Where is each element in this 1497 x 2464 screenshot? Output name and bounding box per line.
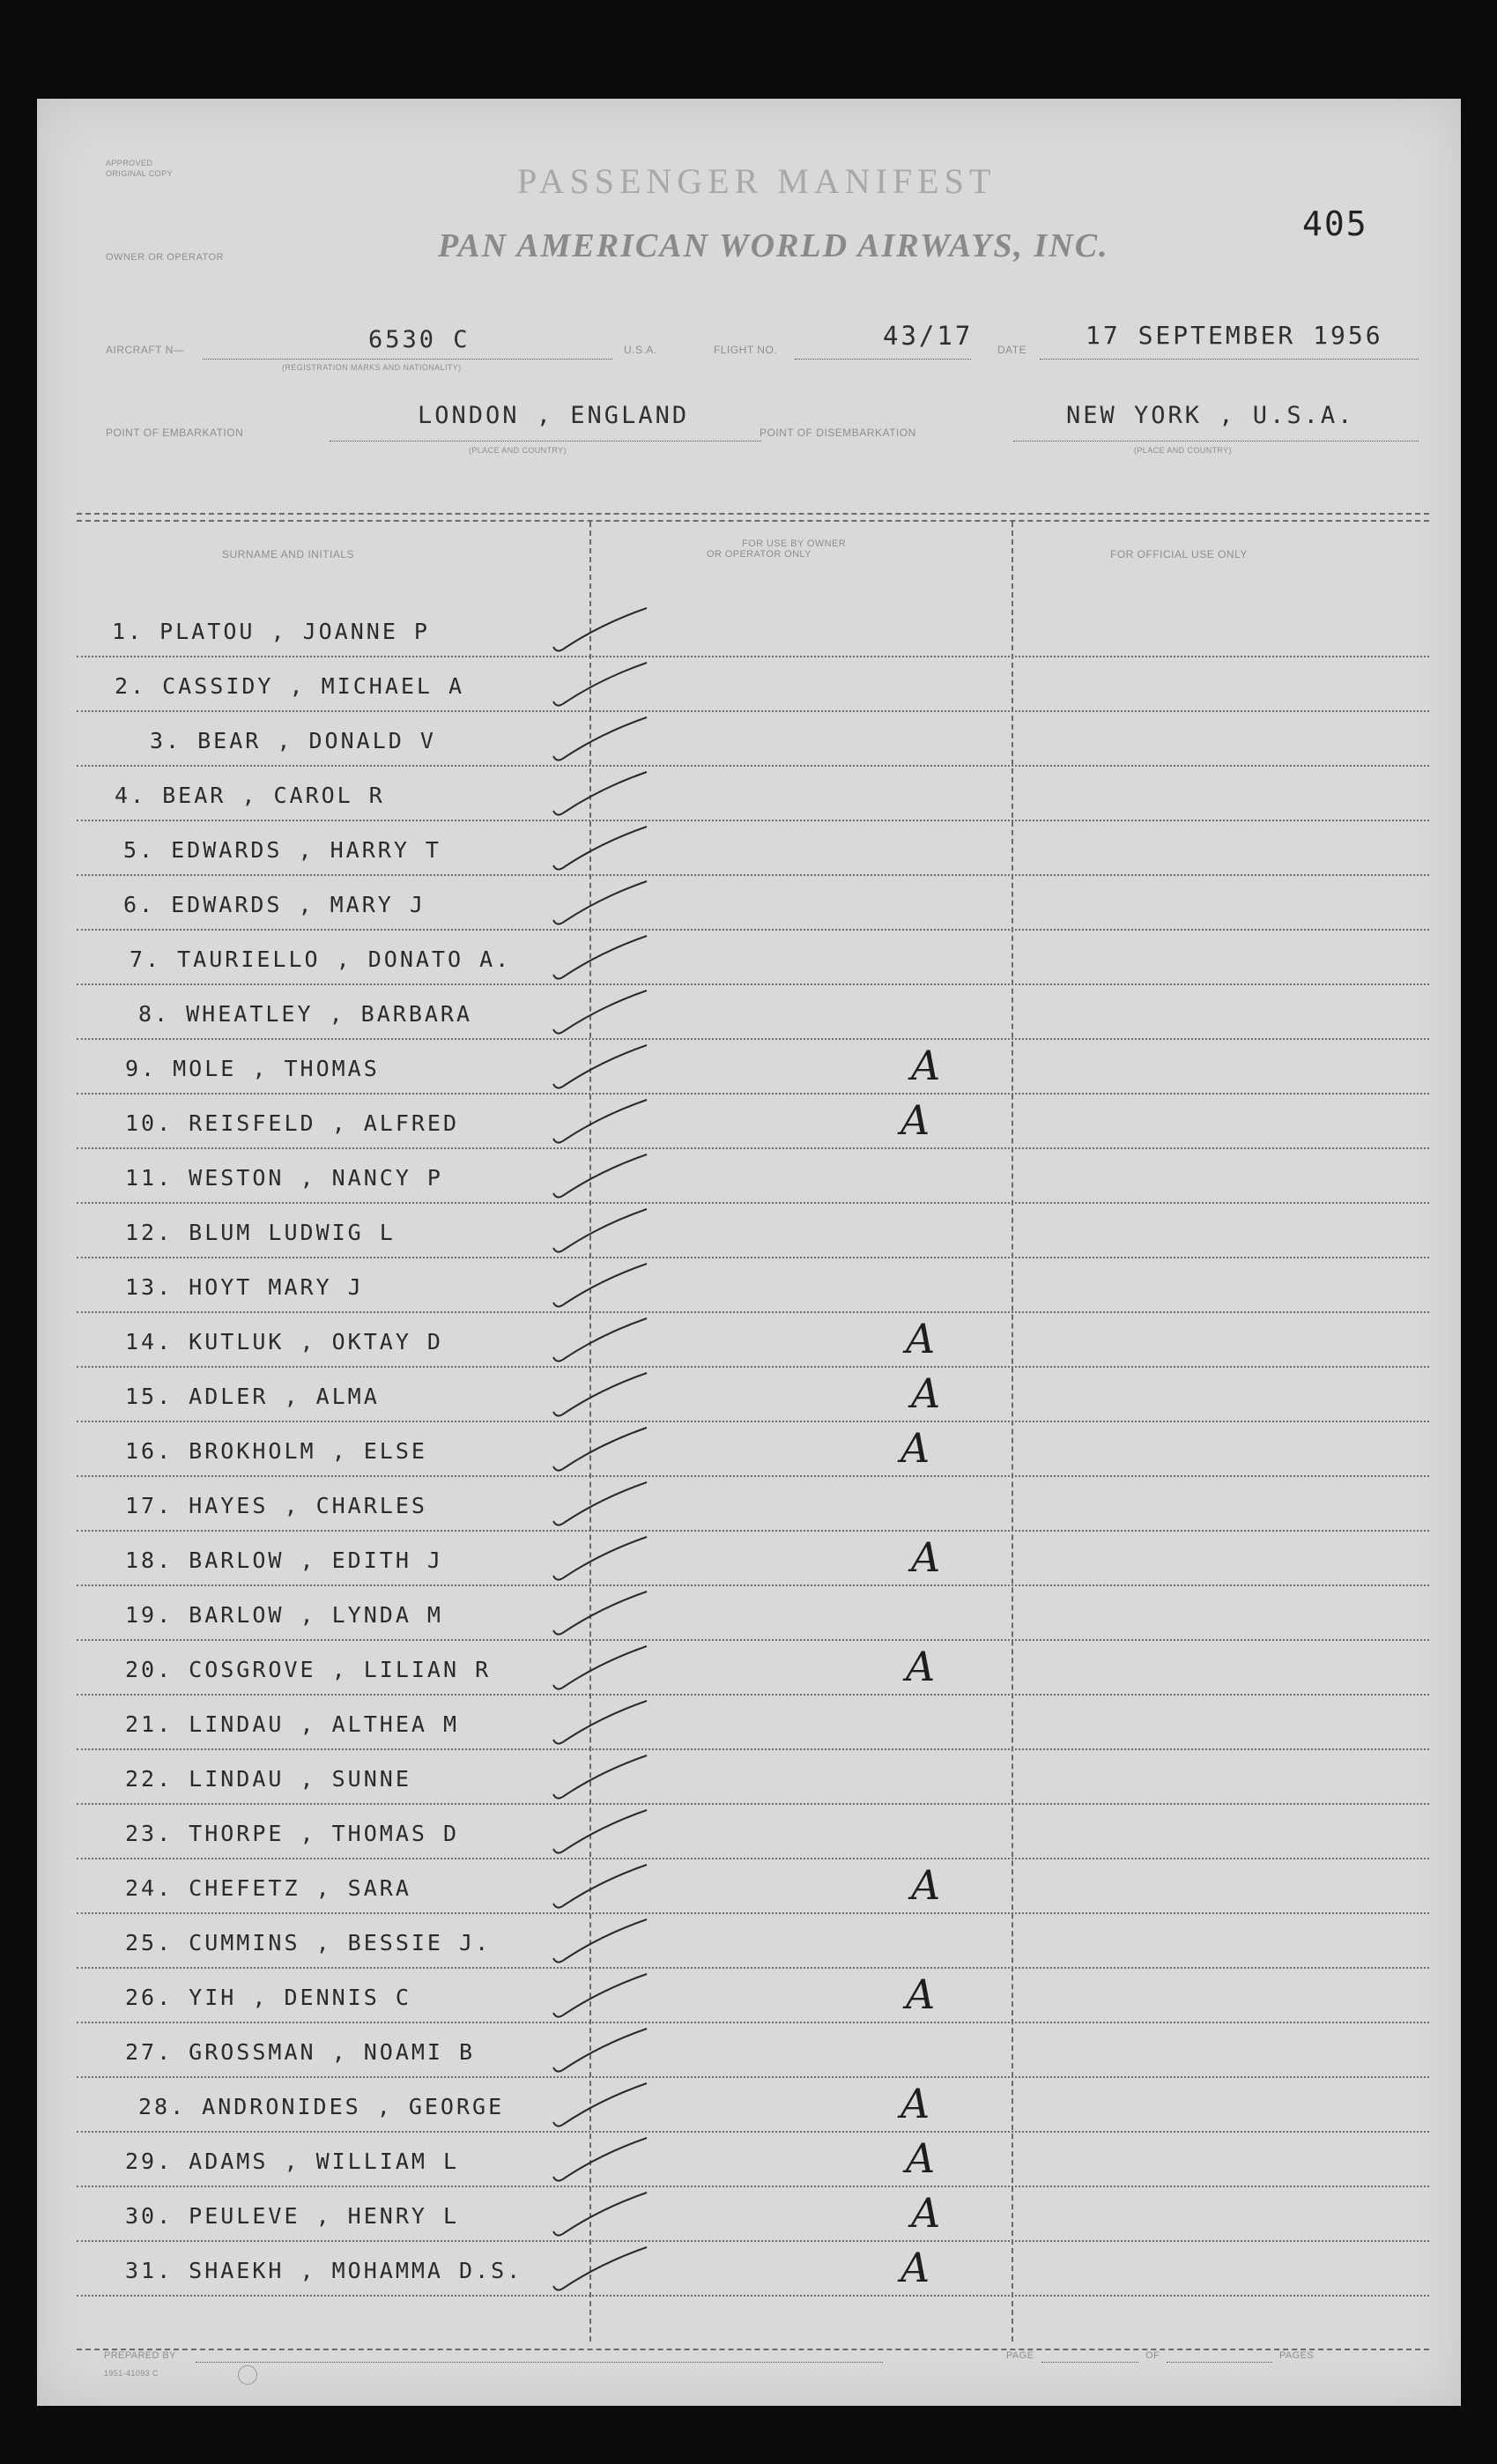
passenger-number: 15. bbox=[125, 1384, 174, 1409]
passenger-name: BEAR , CAROL R bbox=[162, 783, 385, 808]
passenger-name: MOLE , THOMAS bbox=[173, 1056, 380, 1081]
passenger-name: BROKHOLM , ELSE bbox=[189, 1438, 427, 1464]
passenger-row bbox=[115, 783, 385, 808]
passenger-number: 11. bbox=[125, 1165, 174, 1191]
flight-label: FLIGHT NO. bbox=[714, 344, 778, 356]
row-rule bbox=[77, 1147, 1429, 1149]
disembarkation-underline bbox=[1013, 441, 1419, 442]
passenger-number: 31. bbox=[125, 2258, 174, 2283]
passenger-number: 28. bbox=[138, 2094, 187, 2119]
check-mark-icon bbox=[548, 823, 654, 876]
passenger-name: COSGROVE , LILIAN R bbox=[189, 1657, 492, 1682]
row-rule bbox=[77, 2295, 1429, 2297]
passenger-row bbox=[125, 1056, 380, 1081]
embarkation-value: LONDON , ENGLAND bbox=[418, 402, 690, 429]
passenger-row bbox=[125, 1602, 443, 1628]
passenger-name: LINDAU , ALTHEA M bbox=[189, 1711, 460, 1737]
form-code: 1951-41093 C bbox=[104, 2369, 159, 2378]
alien-mark: A bbox=[900, 1424, 930, 1472]
passenger-row bbox=[115, 673, 464, 699]
row-rule bbox=[77, 874, 1429, 876]
passenger-number: 9. bbox=[125, 1056, 158, 1081]
passenger-name: ADAMS , WILLIAM L bbox=[189, 2149, 460, 2174]
passenger-number: 18. bbox=[125, 1547, 174, 1573]
embarkation-underline bbox=[330, 441, 761, 442]
passenger-number: 7. bbox=[130, 946, 162, 972]
row-rule bbox=[77, 765, 1429, 767]
passenger-row bbox=[125, 1110, 459, 1136]
passenger-name: CASSIDY , MICHAEL A bbox=[162, 673, 465, 699]
table-top-rule bbox=[77, 513, 1429, 515]
col-header-owner-2: OR OPERATOR ONLY bbox=[707, 549, 811, 560]
passenger-row bbox=[125, 1329, 443, 1354]
check-mark-icon bbox=[548, 1206, 654, 1258]
passenger-row bbox=[123, 892, 426, 917]
passenger-name: CHEFETZ , SARA bbox=[189, 1875, 411, 1901]
aircraft-caption: (REGISTRATION MARKS AND NATIONALITY) bbox=[282, 363, 462, 372]
passenger-row bbox=[125, 1711, 459, 1737]
page-underline bbox=[1041, 2362, 1138, 2363]
passenger-number: 14. bbox=[125, 1329, 174, 1354]
alien-mark: A bbox=[906, 2134, 936, 2182]
passenger-name: REISFELD , ALFRED bbox=[189, 1110, 460, 1136]
col-header-official: FOR OFFICIAL USE ONLY bbox=[1110, 548, 1248, 560]
passenger-name: TAURIELLO , DONATO A. bbox=[177, 946, 512, 972]
check-mark-icon bbox=[548, 1479, 654, 1532]
check-mark-icon bbox=[548, 1588, 654, 1641]
check-mark-icon bbox=[548, 2080, 654, 2133]
alien-mark: A bbox=[900, 2080, 930, 2127]
passenger-name: BARLOW , EDITH J bbox=[189, 1547, 443, 1573]
row-rule bbox=[77, 2076, 1429, 2078]
passenger-row bbox=[138, 1001, 472, 1027]
owner-label: OWNER OR OPERATOR bbox=[106, 252, 224, 263]
embarkation-label: POINT OF EMBARKATION bbox=[106, 427, 244, 439]
row-rule bbox=[77, 1858, 1429, 1859]
manifest-page bbox=[37, 99, 1461, 2406]
row-rule bbox=[77, 1202, 1429, 1204]
passenger-number: 2. bbox=[115, 673, 147, 699]
passenger-name: HOYT MARY J bbox=[189, 1274, 364, 1300]
table-top-rule-2 bbox=[77, 520, 1429, 522]
passenger-number: 22. bbox=[125, 1766, 174, 1792]
usa-label: U.S.A. bbox=[624, 344, 657, 356]
of-label: OF bbox=[1145, 2350, 1160, 2361]
pages-label: PAGES bbox=[1279, 2350, 1315, 2361]
alien-mark: A bbox=[911, 2189, 941, 2237]
row-rule bbox=[77, 1475, 1429, 1477]
prepared-by-underline bbox=[196, 2362, 883, 2363]
passenger-row bbox=[125, 1657, 491, 1682]
passenger-number: 26. bbox=[125, 1985, 174, 2010]
col-header-surname: SURNAME AND INITIALS bbox=[222, 548, 355, 560]
airline-name: PAN AMERICAN WORLD AIRWAYS, INC. bbox=[438, 227, 1109, 264]
flight-date: 17 SEPTEMBER 1956 bbox=[1086, 321, 1383, 350]
passenger-row bbox=[125, 2258, 522, 2283]
passenger-row bbox=[125, 2039, 475, 2065]
passenger-name: LINDAU , SUNNE bbox=[189, 1766, 411, 1792]
date-underline bbox=[1040, 359, 1419, 360]
alien-mark: A bbox=[911, 1533, 941, 1581]
passenger-number: 25. bbox=[125, 1930, 174, 1956]
row-rule bbox=[77, 929, 1429, 931]
passenger-number: 1. bbox=[112, 619, 145, 644]
row-rule bbox=[77, 983, 1429, 985]
passenger-row bbox=[125, 2149, 459, 2174]
passenger-row bbox=[125, 1547, 443, 1573]
passenger-name: EDWARDS , HARRY T bbox=[171, 837, 441, 863]
row-rule bbox=[77, 1803, 1429, 1805]
check-mark-icon bbox=[548, 878, 654, 931]
passenger-row bbox=[138, 2094, 504, 2119]
table-bottom-rule bbox=[77, 2349, 1429, 2350]
passenger-number: 12. bbox=[125, 1220, 174, 1245]
check-mark-icon bbox=[548, 1369, 654, 1422]
row-rule bbox=[77, 656, 1429, 657]
passenger-row bbox=[125, 1165, 443, 1191]
passenger-number: 21. bbox=[125, 1711, 174, 1737]
check-mark-icon bbox=[548, 1643, 654, 1696]
check-mark-icon bbox=[548, 1424, 654, 1477]
passenger-row bbox=[125, 1493, 427, 1518]
flight-number: 43/17 bbox=[883, 321, 974, 351]
passenger-name: YIH , DENNIS C bbox=[189, 1985, 411, 2010]
corner-approved: APPROVED bbox=[106, 159, 153, 167]
check-mark-icon bbox=[548, 1151, 654, 1204]
passenger-name: EDWARDS , MARY J bbox=[171, 892, 426, 917]
check-mark-icon bbox=[548, 2025, 654, 2078]
check-mark-icon bbox=[548, 932, 654, 985]
check-mark-icon bbox=[548, 1315, 654, 1368]
row-rule bbox=[77, 2186, 1429, 2187]
alien-mark: A bbox=[906, 1970, 936, 2018]
check-mark-icon bbox=[548, 605, 654, 657]
alien-mark: A bbox=[906, 1643, 936, 1690]
prepared-by-label: PREPARED BY bbox=[104, 2350, 176, 2361]
disembarkation-label: POINT OF DISEMBARKATION bbox=[760, 427, 916, 439]
row-rule bbox=[77, 1967, 1429, 1969]
aircraft-number: 6530 C bbox=[368, 326, 471, 353]
embarkation-caption: (PLACE AND COUNTRY) bbox=[469, 446, 567, 455]
passenger-number: 16. bbox=[125, 1438, 174, 1464]
passenger-number: 10. bbox=[125, 1110, 174, 1136]
alien-mark: A bbox=[911, 1042, 941, 1089]
passenger-name: WESTON , NANCY P bbox=[189, 1165, 443, 1191]
row-rule bbox=[77, 1530, 1429, 1532]
row-rule bbox=[77, 820, 1429, 821]
passenger-name: KUTLUK , OKTAY D bbox=[189, 1329, 443, 1354]
passenger-number: 3. bbox=[150, 728, 182, 753]
check-mark-icon bbox=[548, 1807, 654, 1859]
passenger-name: BARLOW , LYNDA M bbox=[189, 1602, 443, 1628]
check-mark-icon bbox=[548, 1533, 654, 1586]
check-mark-icon bbox=[548, 1752, 654, 1805]
check-mark-icon bbox=[548, 1096, 654, 1149]
check-mark-icon bbox=[548, 1916, 654, 1969]
passenger-row bbox=[125, 1384, 380, 1409]
alien-mark: A bbox=[900, 2244, 930, 2291]
row-rule bbox=[77, 1639, 1429, 1641]
passenger-row bbox=[125, 1274, 364, 1300]
disembarkation-value: NEW YORK , U.S.A. bbox=[1066, 402, 1355, 429]
check-mark-icon bbox=[548, 659, 654, 712]
row-rule bbox=[77, 710, 1429, 712]
row-rule bbox=[77, 1257, 1429, 1258]
union-bug-icon bbox=[238, 2365, 257, 2385]
passenger-name: BLUM LUDWIG L bbox=[189, 1220, 396, 1245]
passenger-number: 30. bbox=[125, 2203, 174, 2229]
check-mark-icon bbox=[548, 768, 654, 821]
check-mark-icon bbox=[548, 2134, 654, 2187]
passenger-number: 23. bbox=[125, 1821, 174, 1846]
row-rule bbox=[77, 1421, 1429, 1422]
row-rule bbox=[77, 2131, 1429, 2133]
passenger-row bbox=[125, 1821, 459, 1846]
col-header-owner-1: FOR USE BY OWNER bbox=[742, 538, 847, 549]
row-rule bbox=[77, 2240, 1429, 2242]
passenger-row bbox=[123, 837, 441, 863]
row-rule bbox=[77, 1038, 1429, 1040]
row-rule bbox=[77, 1748, 1429, 1750]
passenger-number: 29. bbox=[125, 2149, 174, 2174]
check-mark-icon bbox=[548, 1970, 654, 2023]
corner-original-copy: ORIGINAL COPY bbox=[106, 169, 173, 178]
passenger-name: ADLER , ALMA bbox=[189, 1384, 380, 1409]
passenger-number: 17. bbox=[125, 1493, 174, 1518]
passenger-row bbox=[125, 1438, 427, 1464]
check-mark-icon bbox=[548, 1861, 654, 1914]
check-mark-icon bbox=[548, 714, 654, 767]
passenger-number: 24. bbox=[125, 1875, 174, 1901]
passenger-name: WHEATLEY , BARBARA bbox=[186, 1001, 473, 1027]
passenger-number: 27. bbox=[125, 2039, 174, 2065]
passenger-number: 19. bbox=[125, 1602, 174, 1628]
passenger-name: THORPE , THOMAS D bbox=[189, 1821, 460, 1846]
passenger-name: HAYES , CHARLES bbox=[189, 1493, 427, 1518]
flight-underline bbox=[795, 359, 971, 360]
row-rule bbox=[77, 1093, 1429, 1095]
passenger-number: 8. bbox=[138, 1001, 171, 1027]
passenger-row bbox=[125, 2203, 459, 2229]
passenger-number: 20. bbox=[125, 1657, 174, 1682]
passenger-name: PEULEVE , HENRY L bbox=[189, 2203, 460, 2229]
passenger-number: 5. bbox=[123, 837, 156, 863]
passenger-row bbox=[112, 619, 430, 644]
row-rule bbox=[77, 1694, 1429, 1696]
passenger-name: CUMMINS , BESSIE J. bbox=[189, 1930, 492, 1956]
passenger-number: 4. bbox=[115, 783, 147, 808]
passenger-number: 13. bbox=[125, 1274, 174, 1300]
passenger-name: ANDRONIDES , GEORGE bbox=[202, 2094, 505, 2119]
aircraft-underline bbox=[203, 359, 612, 360]
check-mark-icon bbox=[548, 987, 654, 1040]
passenger-name: SHAEKH , MOHAMMA D.S. bbox=[189, 2258, 523, 2283]
check-mark-icon bbox=[548, 1042, 654, 1095]
alien-mark: A bbox=[911, 1861, 941, 1909]
aircraft-label: AIRCRAFT N— bbox=[106, 344, 185, 356]
passenger-name: PLATOU , JOANNE P bbox=[159, 619, 430, 644]
passenger-number: 6. bbox=[123, 892, 156, 917]
check-mark-icon bbox=[548, 2189, 654, 2242]
form-title: PASSENGER MANIFEST bbox=[517, 161, 997, 201]
passenger-row bbox=[125, 1220, 396, 1245]
passenger-row bbox=[125, 1985, 411, 2010]
column-divider-2 bbox=[1012, 522, 1013, 2342]
check-mark-icon bbox=[548, 2244, 654, 2297]
date-label: DATE bbox=[997, 344, 1027, 356]
of-underline bbox=[1167, 2362, 1272, 2363]
passenger-name: BEAR , DONALD V bbox=[197, 728, 436, 753]
row-rule bbox=[77, 1366, 1429, 1368]
passenger-row bbox=[125, 1875, 411, 1901]
disembarkation-caption: (PLACE AND COUNTRY) bbox=[1134, 446, 1232, 455]
page-number: 405 bbox=[1302, 204, 1368, 243]
passenger-row bbox=[150, 728, 436, 753]
row-rule bbox=[77, 1585, 1429, 1586]
page-label: PAGE bbox=[1006, 2350, 1034, 2361]
passenger-name: GROSSMAN , NOAMI B bbox=[189, 2039, 476, 2065]
passenger-row bbox=[125, 1930, 491, 1956]
alien-mark: A bbox=[911, 1369, 941, 1417]
check-mark-icon bbox=[548, 1697, 654, 1750]
row-rule bbox=[77, 1912, 1429, 1914]
passenger-row bbox=[125, 1766, 411, 1792]
row-rule bbox=[77, 2022, 1429, 2023]
check-mark-icon bbox=[548, 1260, 654, 1313]
alien-mark: A bbox=[906, 1315, 936, 1362]
alien-mark: A bbox=[900, 1096, 930, 1144]
passenger-row bbox=[130, 946, 511, 972]
row-rule bbox=[77, 1311, 1429, 1313]
